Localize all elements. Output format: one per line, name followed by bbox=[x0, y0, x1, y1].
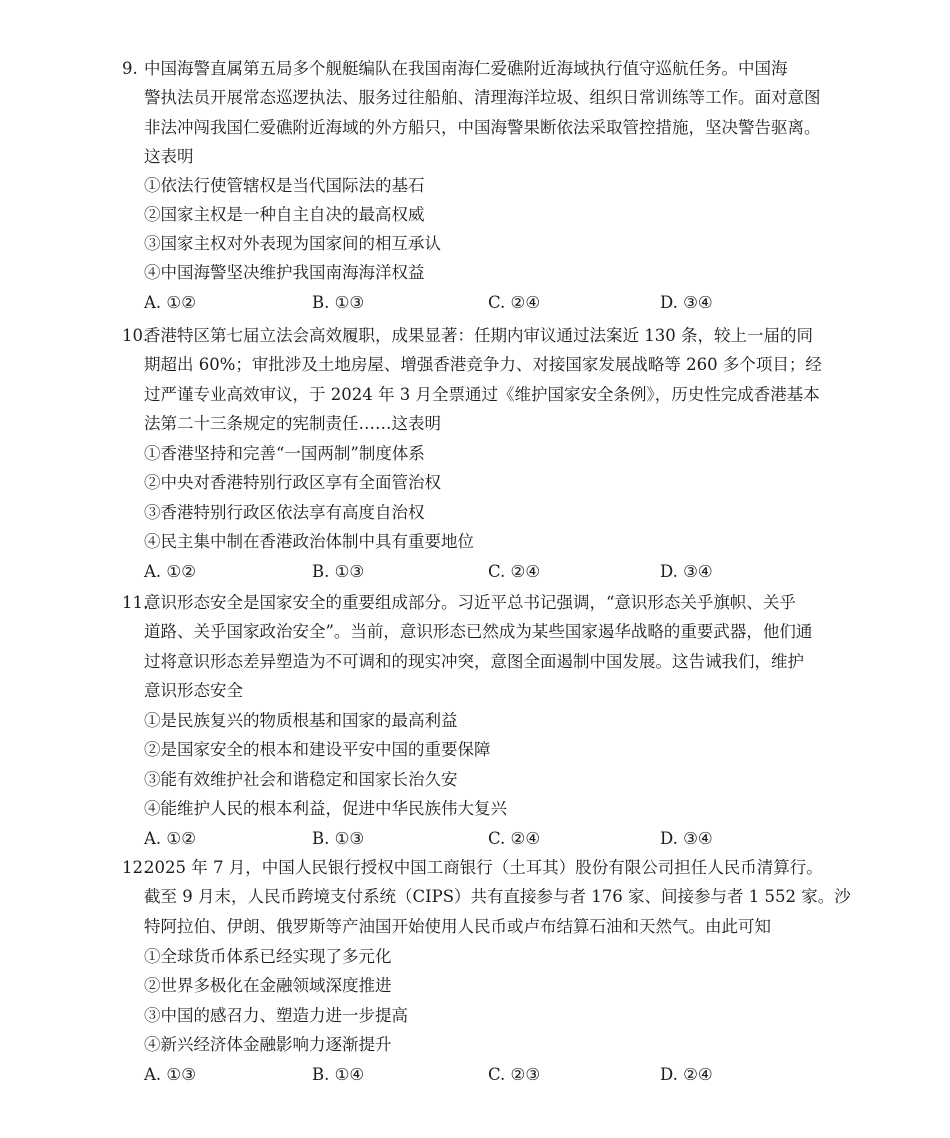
stem-line: 期超出 60%；审批涉及土地房屋、增强香港竞争力、对接国家发展战略等 260 多个项目；经 bbox=[144, 355, 822, 375]
statement-option: ②中央对香港特别行政区享有全面管治权 bbox=[144, 473, 441, 492]
choice-b: B. ①③ bbox=[312, 562, 365, 581]
statement-option: ③中国的感召力、塑造力进一步提高 bbox=[144, 1006, 408, 1025]
question-stem bbox=[144, 853, 851, 941]
statement-option: ①是民族复兴的物质根基和国家的最高利益 bbox=[144, 711, 458, 730]
statement-option: ②是国家安全的根本和建设平安中国的重要保障 bbox=[144, 740, 491, 759]
question-number: 12. bbox=[122, 858, 149, 877]
stem-line: 中国海警直属第五局多个舰艇编队在我国南海仁爱礁附近海域执行值守巡航任务。中国海 bbox=[144, 59, 788, 78]
statement-option: ②国家主权是一种自主自决的最高权威 bbox=[144, 205, 425, 224]
question-number: 11. bbox=[122, 593, 149, 612]
choice-a: A. ①② bbox=[144, 829, 196, 848]
choice-d: D. ③④ bbox=[660, 293, 713, 312]
statement-option: ①香港坚持和完善“一国两制”制度体系 bbox=[144, 444, 425, 463]
answer-choices bbox=[144, 824, 844, 853]
stem-line: 道路、关乎国家政治安全”。当前，意识形态已然成为某些国家遏华战略的重要武器，他们通 bbox=[144, 622, 813, 642]
question-stem bbox=[144, 321, 827, 439]
choice-d: D. ③④ bbox=[660, 562, 713, 581]
stem-line: 特阿拉伯、伊朗、俄罗斯等产油国开始使用人民币或卢布结算石油和天然气。由此可知 bbox=[144, 916, 771, 936]
stem-line: 警执法员开展常态巡逻执法、服务过往船舶、清理海洋垃圾、组织日常训练等工作。面对意图 bbox=[144, 88, 821, 108]
statement-option: ①依法行使管辖权是当代国际法的基石 bbox=[144, 176, 425, 195]
stem-line: 香港特区第七届立法会高效履职，成果显著：任期内审议通过法案近 130 条，较上一届的同 bbox=[144, 326, 813, 345]
stem-line: 过将意识形态差异塑造为不可调和的现实冲突，意图全面遏制中国发展。这告诫我们，维护 bbox=[144, 651, 804, 671]
question-stem bbox=[144, 54, 827, 172]
answer-choices bbox=[144, 1060, 844, 1089]
answer-choices bbox=[144, 288, 844, 317]
choice-c: C. ②④ bbox=[488, 829, 541, 848]
choice-b: B. ①③ bbox=[312, 829, 365, 848]
choice-d: D. ②④ bbox=[660, 1065, 713, 1084]
choice-c: C. ②④ bbox=[488, 562, 541, 581]
stem-line: 2025 年 7 月，中国人民银行授权中国工商银行（土耳其）股份有限公司担任人民币清算行。 bbox=[144, 858, 823, 877]
question-stem bbox=[144, 588, 827, 706]
statement-option: ③国家主权对外表现为国家间的相互承认 bbox=[144, 234, 441, 253]
choice-a: A. ①③ bbox=[144, 1065, 196, 1084]
statement-option: ①全球货币体系已经实现了多元化 bbox=[144, 947, 392, 966]
choice-a: A. ①② bbox=[144, 293, 196, 312]
choice-c: C. ②③ bbox=[488, 1065, 541, 1084]
question-number: 10. bbox=[122, 326, 149, 345]
statement-option: ④能维护人民的根本利益，促进中华民族伟大复兴 bbox=[144, 799, 507, 818]
statement-option: ②世界多极化在金融领域深度推进 bbox=[144, 976, 392, 995]
stem-line: 非法冲闯我国仁爱礁附近海域的外方船只，中国海警果断依法采取管控措施，坚决警告驱离。 bbox=[144, 117, 821, 137]
choice-b: B. ①③ bbox=[312, 293, 365, 312]
statement-option: ④民主集中制在香港政治体制中具有重要地位 bbox=[144, 532, 474, 551]
stem-line: 法第二十三条规定的宪制责任……这表明 bbox=[144, 414, 441, 434]
stem-line: 这表明 bbox=[144, 147, 194, 167]
statement-option: ④新兴经济体金融影响力逐渐提升 bbox=[144, 1035, 392, 1054]
choice-a: A. ①② bbox=[144, 562, 196, 581]
stem-line: 意识形态安全是国家安全的重要组成部分。习近平总书记强调，“意识形态关乎旗帜、关乎 bbox=[144, 593, 796, 612]
statement-option: ③香港特别行政区依法享有高度自治权 bbox=[144, 503, 425, 522]
statement-option: ③能有效维护社会和谐稳定和国家长治久安 bbox=[144, 770, 458, 789]
stem-line: 截至 9 月末，人民币跨境支付系统（CIPS）共有直接参与者 176 家、间接参与者 1 552 家。沙 bbox=[144, 887, 851, 907]
choice-b: B. ①④ bbox=[312, 1065, 365, 1084]
answer-choices bbox=[144, 557, 844, 586]
stem-line: 过严谨专业高效审议，于 2024 年 3 月全票通过《维护国家安全条例》，历史性完成香港基本 bbox=[144, 384, 820, 404]
choice-d: D. ③④ bbox=[660, 829, 713, 848]
statement-option: ④中国海警坚决维护我国南海海洋权益 bbox=[144, 263, 425, 282]
stem-line: 意识形态安全 bbox=[144, 681, 243, 701]
question-number: 9. bbox=[122, 59, 138, 78]
choice-c: C. ②④ bbox=[488, 293, 541, 312]
